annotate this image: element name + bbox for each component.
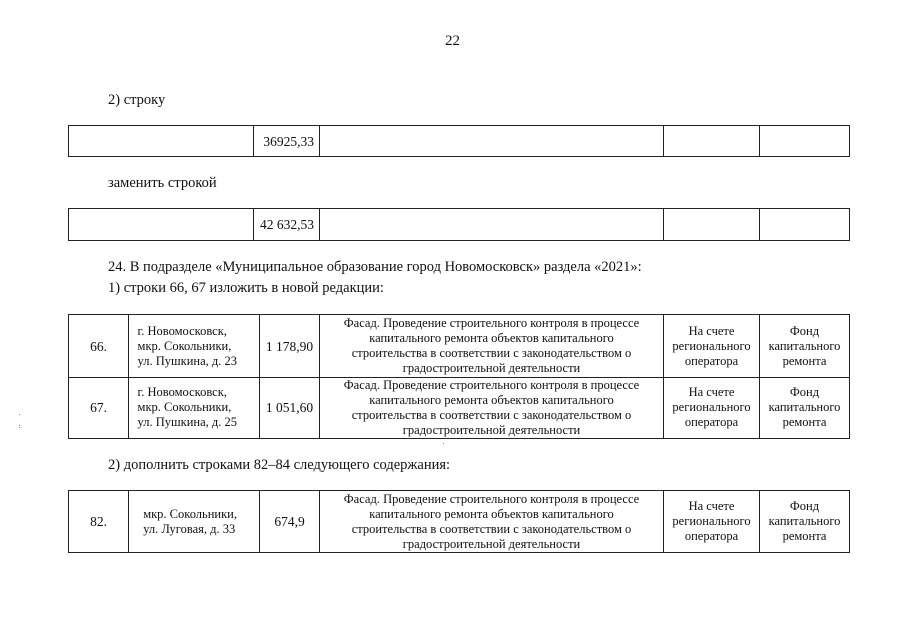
new-amount-table (68, 208, 850, 241)
work-line: капитального ремонта объектов капитального (369, 506, 614, 521)
work-line: строительства в соответствии с законодательством о (351, 346, 632, 360)
address-cell (128, 491, 259, 552)
fund-line: Фонд (789, 499, 820, 513)
edited-rows-table (68, 314, 850, 439)
work-line: градостроительной деятельности (402, 536, 581, 551)
work-line: Фасад. Проведение строительного контроля в процессе (343, 377, 640, 392)
address-line: мкр. Сокольники, (143, 506, 237, 521)
work-line: строительства в соответствии с законодательством о (351, 407, 632, 422)
row-number-cell (69, 377, 128, 438)
fund-line: капитального (768, 514, 841, 528)
work-line: градостроительной деятельности (402, 361, 581, 375)
row-number: 66. (90, 338, 107, 354)
work-line: Фасад. Проведение строительного контроля в процессе (343, 316, 640, 330)
account-cell (663, 377, 759, 438)
row-number: 67. (90, 400, 107, 415)
work-line: строительства в соответствии с законодательством о (351, 521, 632, 536)
fund-line: ремонта (782, 529, 827, 543)
fund-line: Фонд (789, 385, 820, 399)
account-cell (663, 491, 759, 552)
account-line: регионального (672, 514, 751, 528)
scan-speck (19, 414, 20, 415)
new-empty-cell-4 (759, 209, 851, 240)
address-line: г. Новомосковск, (137, 385, 227, 399)
work-line: капитального ремонта объектов капитального (369, 392, 614, 407)
old-amount-value: 36925,33 (263, 133, 314, 149)
account-line: регионального (672, 400, 751, 414)
replace-line: заменить строкой (108, 175, 217, 191)
amount-value: 674,9 (274, 514, 305, 529)
address-cell (128, 377, 259, 438)
new-empty-cell-1 (69, 209, 253, 240)
old-amount-cell (253, 126, 319, 156)
address-line: мкр. Сокольники, (137, 400, 232, 414)
scan-speck (19, 425, 20, 426)
account-line: На счете (688, 499, 735, 513)
row-number: 82. (90, 514, 107, 529)
row-number-cell (69, 315, 128, 377)
table-row (69, 491, 849, 552)
paragraph-subheading: 1) строки 66, 67 изложить в новой редакции: (108, 280, 384, 296)
address-line: г. Новомосковск, (137, 323, 227, 338)
account-line: На счете (688, 385, 735, 399)
address-line: ул. Луговая, д. 33 (143, 521, 236, 536)
fund-cell (759, 377, 849, 438)
work-line: капитального ремонта объектов капитального (369, 331, 614, 345)
new-amount-value: 42 632,53 (260, 217, 314, 232)
fund-line: капитального (768, 338, 841, 353)
fund-line: капитального (768, 400, 841, 414)
added-rows-table (68, 490, 850, 553)
old-empty-cell-4 (759, 126, 851, 156)
amount-cell (259, 315, 319, 377)
account-line: регионального (672, 338, 751, 353)
fund-line: ремонта (782, 353, 827, 368)
account-cell (663, 315, 759, 377)
address-line: мкр. Сокольники, (137, 338, 232, 353)
address-line: ул. Пушкина, д. 23 (137, 353, 237, 368)
new-empty-cell-3 (663, 209, 759, 240)
work-line: Фасад. Проведение строительного контроля в процессе (343, 491, 640, 506)
add-rows-line: 2) дополнить строками 82–84 следующего содержания: (108, 457, 451, 473)
page-number: 22 (445, 33, 460, 49)
fund-line: ремонта (782, 415, 827, 429)
old-empty-cell-3 (663, 126, 759, 156)
amount-value: 1 178,90 (265, 338, 314, 354)
account-line: оператора (684, 529, 739, 543)
work-description-cell (319, 315, 663, 377)
amount-value: 1 051,60 (265, 400, 314, 415)
table-row (69, 377, 849, 438)
fund-cell (759, 315, 849, 377)
table-row (69, 315, 849, 377)
intro-line: 2) строку (108, 92, 166, 108)
fund-cell (759, 491, 849, 552)
address-line: ул. Пушкина, д. 25 (137, 415, 237, 429)
fund-line: Фонд (789, 323, 820, 338)
row-number-cell (69, 491, 128, 552)
new-amount-cell (253, 209, 319, 240)
new-empty-cell-2 (319, 209, 663, 240)
account-line: На счете (688, 323, 735, 338)
account-line: оператора (684, 415, 739, 429)
work-line: градостроительной деятельности (402, 422, 581, 437)
old-empty-cell-1 (69, 126, 253, 156)
scan-speck (19, 427, 20, 428)
scan-speck (443, 443, 444, 444)
paragraph-heading: 24. В подразделе «Муниципальное образование город Новомосковск» раздела «2021»: (108, 259, 642, 275)
address-cell (128, 315, 259, 377)
amount-cell (259, 491, 319, 552)
old-empty-cell-2 (319, 126, 663, 156)
work-description-cell (319, 491, 663, 552)
old-amount-table (68, 125, 850, 157)
work-description-cell (319, 377, 663, 438)
amount-cell (259, 377, 319, 438)
account-line: оператора (684, 353, 739, 368)
